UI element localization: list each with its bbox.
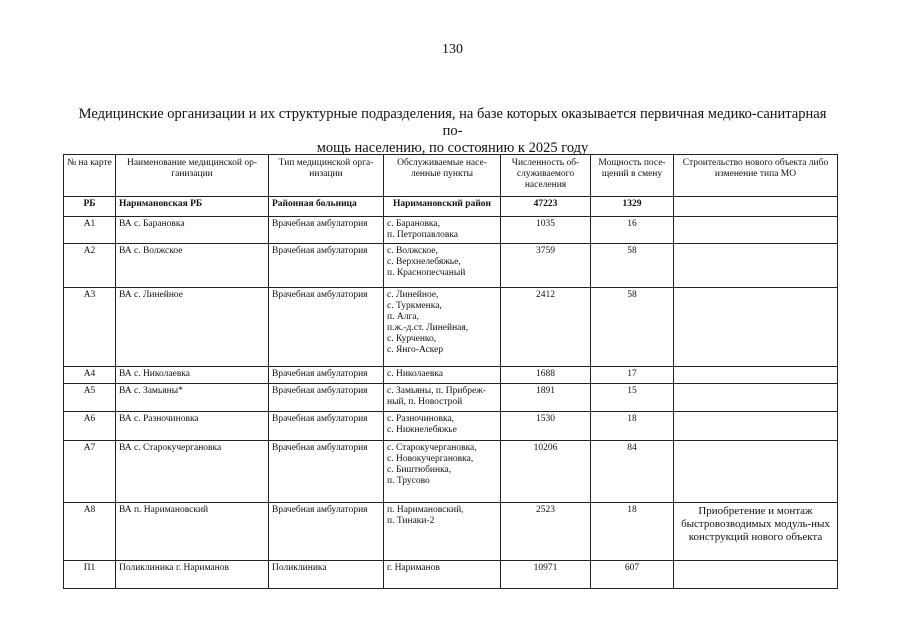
served-locality: с. Замьяны, п. Прибреж- — [387, 386, 486, 396]
cell-points — [384, 384, 501, 412]
cell-name: ВА с. Барановка — [116, 217, 269, 244]
header-type: Тип медицинской орга-низации — [269, 155, 384, 197]
cell-num: А5 — [64, 384, 116, 412]
cell-points — [384, 244, 501, 288]
cell-type: Врачебная амбулатория — [269, 384, 384, 412]
table-row — [64, 441, 838, 503]
cell-construction — [674, 441, 838, 503]
header-points: Обслуживаемые насе-ленные пункты — [384, 155, 501, 197]
header-name: Наименование медицинской ор-ганизации — [116, 155, 269, 197]
served-locality: с. Линейное, — [387, 290, 439, 300]
cell-construction — [674, 367, 838, 384]
cell-points — [384, 561, 501, 589]
served-locality: с. Верхнелебяжье, — [387, 257, 461, 267]
cell-capacity: 607 — [591, 561, 674, 589]
cell-capacity: 15 — [591, 384, 674, 412]
cell-name: ВА с. Разночиновка — [116, 412, 269, 441]
cell-population: 1035 — [501, 217, 591, 244]
cell-construction — [674, 288, 838, 367]
served-locality: с. Старокучергановка, — [387, 443, 477, 453]
table-row — [64, 384, 838, 412]
served-locality: г. Нариманов — [387, 563, 440, 573]
cell-type: Врачебная амбулатория — [269, 288, 384, 367]
served-locality: с. Барановка, — [387, 219, 440, 229]
cell-num: А6 — [64, 412, 116, 441]
cell-capacity: 1329 — [591, 197, 674, 217]
cell-construction — [674, 561, 838, 589]
cell-type: Врачебная амбулатория — [269, 244, 384, 288]
cell-num: А2 — [64, 244, 116, 288]
header-population: Численность об-служиваемого населения — [501, 155, 591, 197]
table-row — [64, 197, 838, 217]
title-line-2: мощь населению, по состоянию к 2025 году — [316, 140, 589, 156]
served-locality: с. Биштюбинка, — [387, 465, 452, 475]
cell-population: 10971 — [501, 561, 591, 589]
page-title — [70, 106, 835, 157]
title-line-1: Медицинские организации и их структурные подразделения, на базе которых оказывается первичная медико-санитарная по- — [78, 106, 827, 139]
cell-population: 2412 — [501, 288, 591, 367]
cell-capacity: 58 — [591, 244, 674, 288]
cell-points — [384, 503, 501, 561]
cell-population: 3759 — [501, 244, 591, 288]
cell-type: Врачебная амбулатория — [269, 367, 384, 384]
cell-construction — [674, 197, 838, 217]
served-locality: с. Волжское, — [387, 246, 438, 256]
cell-num: А7 — [64, 441, 116, 503]
cell-points — [384, 197, 501, 217]
cell-name: Поликлиника г. Нариманов — [116, 561, 269, 589]
cell-num: А8 — [64, 503, 116, 561]
table-row — [64, 367, 838, 384]
cell-construction — [674, 217, 838, 244]
served-locality: ный, п. Новострой — [387, 397, 463, 407]
cell-num: А4 — [64, 367, 116, 384]
table-row — [64, 217, 838, 244]
cell-construction — [674, 384, 838, 412]
served-locality: п.ж.-д.ст. Линейная, — [387, 323, 469, 333]
cell-points — [384, 367, 501, 384]
cell-construction — [674, 412, 838, 441]
cell-num: РБ — [64, 197, 116, 217]
header-capacity: Мощность посе-щений в смену — [591, 155, 674, 197]
served-locality: п. Алга, — [387, 312, 419, 322]
header-construction: Строительство нового объекта либо изменение типа МО — [674, 155, 838, 197]
cell-name: Наримановская РБ — [116, 197, 269, 217]
cell-type: Районная больница — [269, 197, 384, 217]
served-locality: с. Курченко, — [387, 334, 437, 344]
cell-construction: Приобретение и монтаж быстровозводимых модуль-ных конструкций нового объекта — [674, 503, 838, 561]
cell-construction — [674, 244, 838, 288]
cell-name: ВА с. Замьяны* — [116, 384, 269, 412]
served-locality: п. Наримановский, — [387, 505, 464, 515]
cell-population: 10206 — [501, 441, 591, 503]
cell-capacity: 58 — [591, 288, 674, 367]
served-locality: с. Разночиновка, — [387, 414, 455, 424]
served-locality: с. Николаевка — [387, 369, 444, 379]
cell-name: ВА с. Линейное — [116, 288, 269, 367]
header-row — [64, 155, 838, 197]
table-row — [64, 288, 838, 367]
cell-points — [384, 217, 501, 244]
header-num: № на карте — [64, 155, 116, 197]
served-locality: п. Краснопесчаный — [387, 268, 466, 278]
cell-capacity: 18 — [591, 503, 674, 561]
table-row — [64, 244, 838, 288]
cell-type: Врачебная амбулатория — [269, 503, 384, 561]
served-locality: Наримановский район — [392, 199, 492, 209]
cell-name: ВА с. Волжское — [116, 244, 269, 288]
cell-population: 1530 — [501, 412, 591, 441]
table-row — [64, 561, 838, 589]
table-row — [64, 503, 838, 561]
cell-name: ВА п. Наримановский — [116, 503, 269, 561]
cell-num: А1 — [64, 217, 116, 244]
cell-population: 1891 — [501, 384, 591, 412]
served-locality: с. Туркменка, — [387, 301, 442, 311]
cell-capacity: 18 — [591, 412, 674, 441]
cell-population: 47223 — [501, 197, 591, 217]
served-locality: п. Тинаки-2 — [387, 516, 435, 526]
served-locality: п. Трусово — [387, 476, 430, 486]
served-locality: с. Нижнелебяжье — [387, 425, 457, 435]
cell-population: 2523 — [501, 503, 591, 561]
cell-num: А3 — [64, 288, 116, 367]
cell-population: 1688 — [501, 367, 591, 384]
cell-num: П1 — [64, 561, 116, 589]
cell-name: ВА с. Николаевка — [116, 367, 269, 384]
cell-capacity: 16 — [591, 217, 674, 244]
cell-type: Врачебная амбулатория — [269, 412, 384, 441]
cell-points — [384, 441, 501, 503]
cell-type: Врачебная амбулатория — [269, 217, 384, 244]
served-locality: с. Янго-Аскер — [387, 345, 444, 355]
cell-name: ВА с. Старокучергановка — [116, 441, 269, 503]
cell-capacity: 84 — [591, 441, 674, 503]
page-number: 130 — [442, 42, 463, 57]
served-locality: п. Петропавловка — [387, 230, 459, 240]
cell-capacity: 17 — [591, 367, 674, 384]
cell-type: Поликлиника — [269, 561, 384, 589]
table-row — [64, 412, 838, 441]
cell-points — [384, 412, 501, 441]
served-locality: с. Новокучергановка, — [387, 454, 474, 464]
medical-organizations-table — [63, 154, 838, 589]
cell-type: Врачебная амбулатория — [269, 441, 384, 503]
cell-points — [384, 288, 501, 367]
